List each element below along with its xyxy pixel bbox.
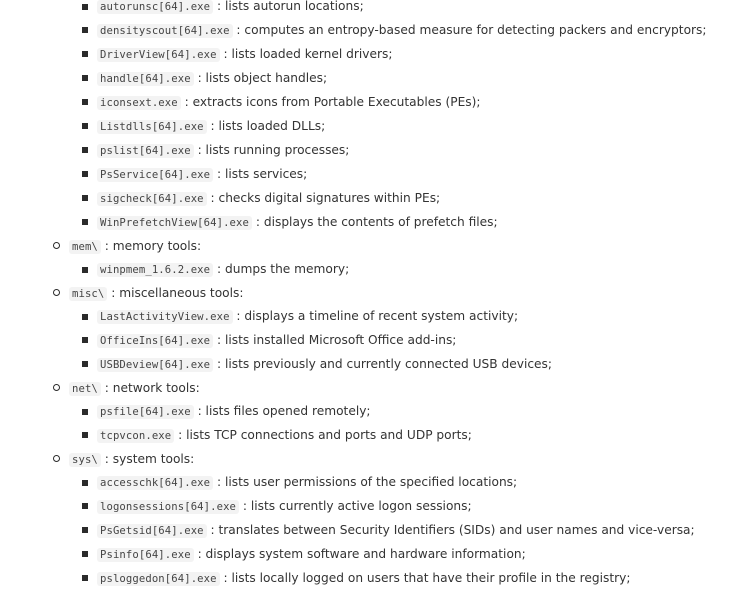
list-item	[0, 542, 750, 566]
square-bullet-icon	[82, 219, 88, 225]
tool-filename: OfficeIns[64].exe	[97, 334, 213, 348]
list-item	[0, 471, 750, 494]
tool-description: : lists running processes;	[193, 143, 350, 157]
tool-description: : lists loaded DLLs;	[206, 119, 326, 133]
tool-filename: Psinfo[64].exe	[97, 548, 194, 562]
category-item	[0, 281, 750, 305]
list-item	[0, 162, 750, 186]
square-bullet-icon	[82, 314, 88, 320]
tool-description: : extracts icons from Portable Executables (PEs);	[180, 95, 481, 109]
category-item	[0, 234, 750, 258]
square-bullet-icon	[82, 503, 88, 509]
list-item	[0, 400, 750, 423]
list-item	[0, 518, 750, 542]
list-item	[0, 352, 750, 376]
tool-description: : lists previously and currently connected USB devices;	[213, 357, 553, 371]
list-item	[0, 328, 750, 352]
tool-filename: DriverView[64].exe	[97, 48, 220, 62]
square-bullet-icon	[82, 51, 88, 57]
square-bullet-icon	[82, 27, 88, 33]
tool-description: : displays a timeline of recent system activity;	[232, 309, 519, 323]
category-folder: sys\	[69, 453, 101, 467]
tool-filename: iconsext.exe	[97, 96, 181, 110]
list-item	[0, 258, 750, 281]
tool-description: : lists loaded kernel drivers;	[219, 47, 393, 61]
square-bullet-icon	[82, 267, 88, 273]
square-bullet-icon	[82, 337, 88, 343]
tool-description: : lists currently active logon sessions;	[239, 499, 472, 513]
tool-filename: PsGetsid[64].exe	[97, 524, 207, 538]
list-item	[0, 0, 750, 18]
tool-filename: Listdlls[64].exe	[97, 120, 207, 134]
category-description: : network tools:	[100, 381, 200, 395]
square-bullet-icon	[82, 4, 88, 10]
tool-description: : lists user permissions of the specified locations;	[213, 475, 518, 489]
list-item	[0, 210, 750, 234]
square-bullet-icon	[82, 409, 88, 415]
tool-filename: accesschk[64].exe	[97, 476, 213, 490]
circle-bullet-icon	[53, 384, 60, 391]
square-bullet-icon	[82, 575, 88, 581]
tool-description: : translates between Security Identifiers (SIDs) and user names and vice-versa;	[206, 523, 695, 537]
tool-description: : lists files opened remotely;	[193, 404, 371, 418]
square-bullet-icon	[82, 75, 88, 81]
tool-filename: densityscout[64].exe	[97, 24, 233, 38]
square-bullet-icon	[82, 432, 88, 438]
list-item	[0, 423, 750, 447]
square-bullet-icon	[82, 147, 88, 153]
list-item	[0, 494, 750, 518]
tool-filename: logonsessions[64].exe	[97, 500, 239, 514]
category-item	[0, 376, 750, 400]
circle-bullet-icon	[53, 455, 60, 462]
category-folder: net\	[69, 382, 101, 396]
tool-filename: LastActivityView.exe	[97, 310, 233, 324]
list-item	[0, 18, 750, 42]
tool-description: : lists autorun locations;	[213, 0, 364, 13]
category-description: : system tools:	[100, 452, 195, 466]
tool-filename: sigcheck[64].exe	[97, 192, 207, 206]
tool-description: : dumps the memory;	[213, 262, 350, 276]
tool-filename: handle[64].exe	[97, 72, 194, 86]
tool-filename: PsService[64].exe	[97, 168, 213, 182]
tool-filename: winpmem_1.6.2.exe	[97, 263, 213, 277]
tool-filename: tcpvcon.exe	[97, 429, 174, 443]
category-description: : miscellaneous tools:	[107, 286, 244, 300]
list-item	[0, 90, 750, 114]
circle-bullet-icon	[53, 242, 60, 249]
list-item	[0, 186, 750, 210]
list-item	[0, 42, 750, 66]
tool-filename: WinPrefetchView[64].exe	[97, 216, 252, 230]
tool-filename: psloggedon[64].exe	[97, 572, 220, 586]
tool-description: : lists installed Microsoft Office add-ins;	[213, 333, 457, 347]
tool-description: : computes an entropy-based measure for detecting packers and encryptors;	[232, 23, 707, 37]
tool-filename: autorunsc[64].exe	[97, 0, 213, 14]
list-item	[0, 114, 750, 138]
circle-bullet-icon	[53, 289, 60, 296]
list-item	[0, 566, 750, 590]
tool-description: : checks digital signatures within PEs;	[206, 191, 441, 205]
square-bullet-icon	[82, 480, 88, 486]
square-bullet-icon	[82, 123, 88, 129]
square-bullet-icon	[82, 171, 88, 177]
square-bullet-icon	[82, 551, 88, 557]
tool-description: : lists services;	[213, 167, 308, 181]
tool-description: : displays system software and hardware information;	[193, 547, 526, 561]
category-description: : memory tools:	[100, 239, 202, 253]
square-bullet-icon	[82, 99, 88, 105]
list-item	[0, 66, 750, 90]
square-bullet-icon	[82, 361, 88, 367]
square-bullet-icon	[82, 195, 88, 201]
category-folder: misc\	[69, 287, 107, 301]
tool-filename: pslist[64].exe	[97, 144, 194, 158]
tool-filename: psfile[64].exe	[97, 405, 194, 419]
square-bullet-icon	[82, 527, 88, 533]
category-item	[0, 447, 750, 471]
tool-description: : lists TCP connections and ports and UDP ports;	[174, 428, 472, 442]
tool-description: : displays the contents of prefetch files;	[252, 215, 498, 229]
tool-filename: USBDeview[64].exe	[97, 358, 213, 372]
list-item	[0, 305, 750, 328]
tool-description: : lists object handles;	[193, 71, 328, 85]
category-folder: mem\	[69, 240, 101, 254]
list-item	[0, 138, 750, 162]
tool-description: : lists locally logged on users that have their profile in the registry;	[219, 571, 631, 585]
